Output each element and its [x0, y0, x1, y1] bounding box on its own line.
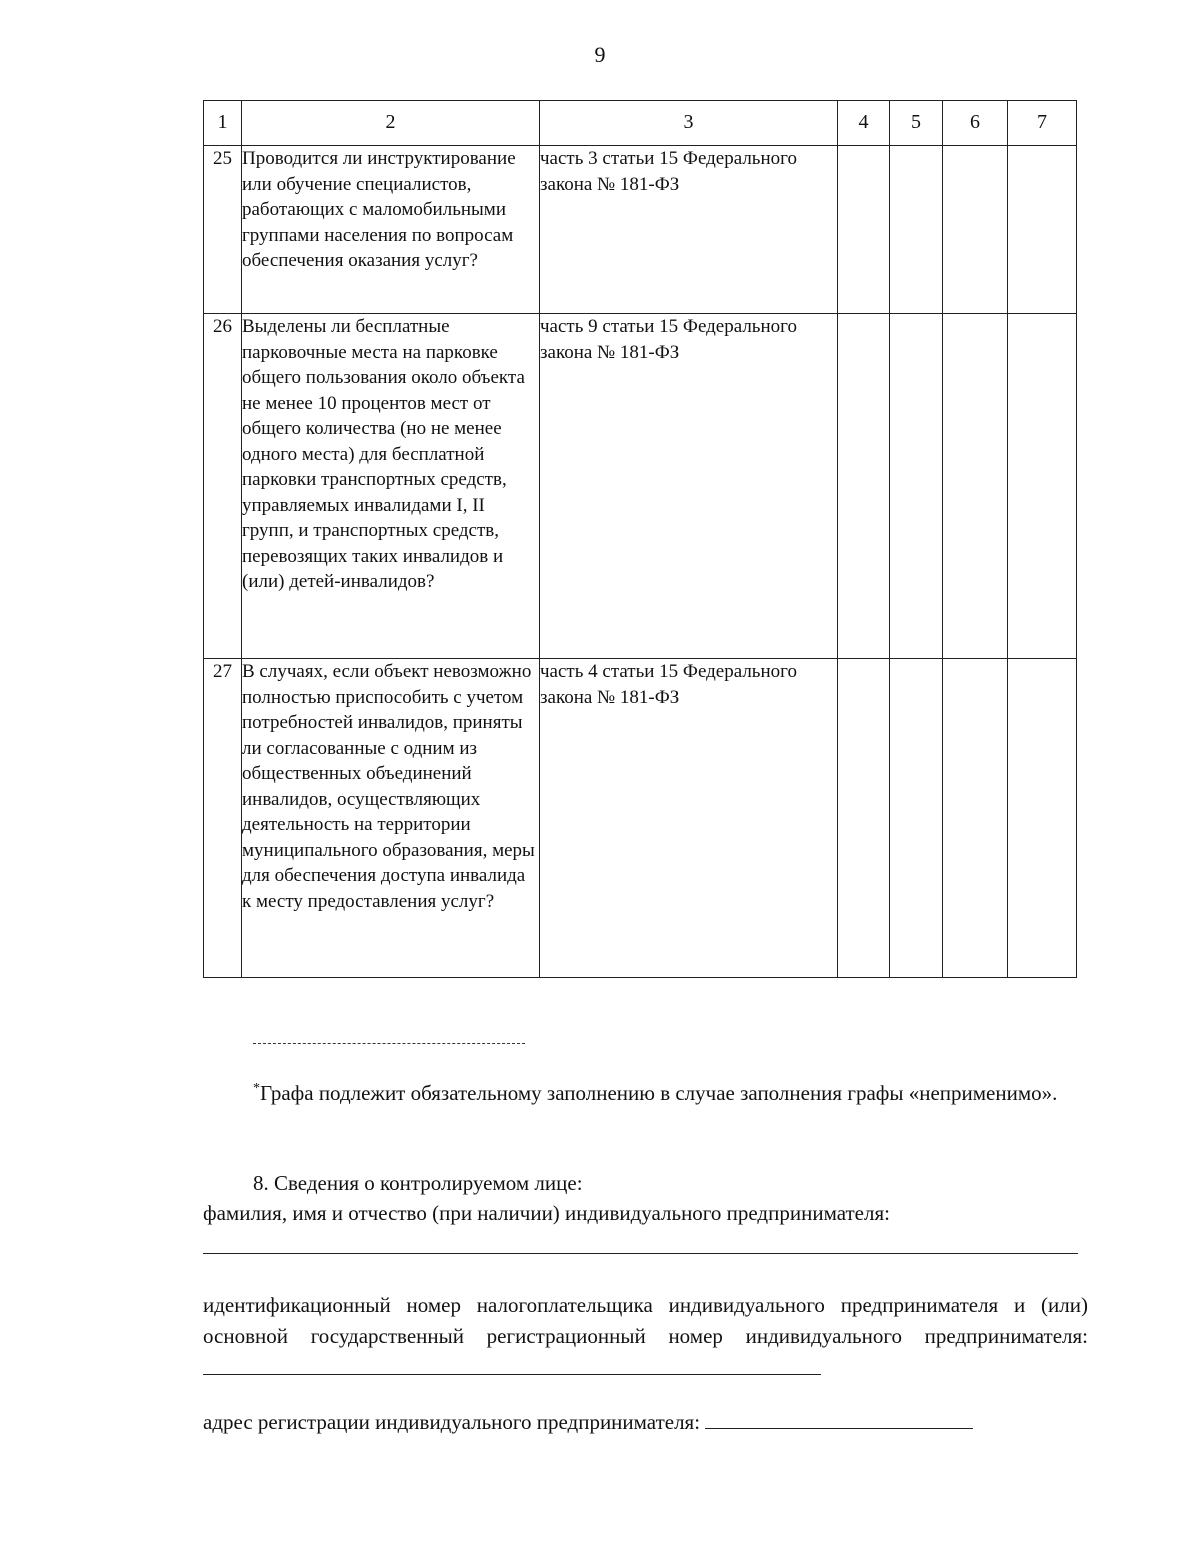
- row-reference: часть 4 статьи 15 Федерального закона № 181-ФЗ: [540, 659, 838, 978]
- inn-ogrn-input-line[interactable]: [203, 1352, 821, 1375]
- address-input-line[interactable]: [705, 1406, 973, 1429]
- row-reference: часть 9 статьи 15 Федерального закона № 181-ФЗ: [540, 314, 838, 659]
- answer-cell[interactable]: [838, 314, 890, 659]
- answer-cell[interactable]: [890, 314, 943, 659]
- row-number: 26: [204, 314, 242, 659]
- answer-cell[interactable]: [1008, 146, 1077, 314]
- row-reference: часть 3 статьи 15 Федерального закона № 181-ФЗ: [540, 146, 838, 314]
- column-header: 1: [204, 101, 242, 146]
- footnote-text: Графа подлежит обязательному заполнению в случае заполнения графы «неприменимо».: [260, 1081, 1058, 1105]
- footnote-divider: [253, 1043, 525, 1044]
- footnote-marker: *: [253, 1081, 260, 1096]
- inn-ogrn-block: [203, 1290, 1088, 1384]
- checklist-table: [203, 100, 1077, 978]
- table-row: [204, 659, 1077, 978]
- row-number: 27: [204, 659, 242, 978]
- answer-cell[interactable]: [1008, 659, 1077, 978]
- table-row: [204, 146, 1077, 314]
- answer-cell[interactable]: [943, 659, 1008, 978]
- column-header: 2: [242, 101, 540, 146]
- answer-cell[interactable]: [943, 314, 1008, 659]
- fio-label: фамилия, имя и отчество (при наличии) индивидуального предпринимателя:: [203, 1201, 890, 1225]
- column-header: 7: [1008, 101, 1077, 146]
- answer-cell[interactable]: [838, 146, 890, 314]
- answer-cell[interactable]: [890, 146, 943, 314]
- address-block: [203, 1406, 1088, 1438]
- column-header: 4: [838, 101, 890, 146]
- inn-ogrn-label: идентификационный номер налогоплательщика индивидуального предпринимателя и (или) основной государственный регистрационный номер индивидуального предпринимателя:: [203, 1293, 1088, 1348]
- row-number: 25: [204, 146, 242, 314]
- answer-cell[interactable]: [838, 659, 890, 978]
- column-header: 6: [943, 101, 1008, 146]
- row-question: В случаях, если объект невозможно полностью приспособить с учетом потребностей инвалидов, приняты ли согласованные с одним из общественных объединений инвалидов, осуществляющих деятельность на территории муниципального образования, меры для обеспечения доступа инвалида к месту предоставления услуг?: [242, 659, 540, 978]
- row-question: Проводится ли инструктирование или обучение специалистов, работающих с маломобильными группами населения по вопросам обеспечения оказания услуг?: [242, 146, 540, 314]
- footnote: [203, 1078, 1088, 1109]
- table-row: [204, 314, 1077, 659]
- answer-cell[interactable]: [943, 146, 1008, 314]
- answer-cell[interactable]: [1008, 314, 1077, 659]
- column-header: 3: [540, 101, 838, 146]
- address-label: адрес регистрации индивидуального предпринимателя:: [203, 1410, 701, 1434]
- answer-cell[interactable]: [890, 659, 943, 978]
- column-header: 5: [890, 101, 943, 146]
- row-question: Выделены ли бесплатные парковочные места на парковке общего пользования около объекта не менее 10 процентов мест от общего количества (но не менее одного места) для бесплатной парковки транспортных средств, управляемых инвалидами I, II групп, и транспортных средств, перевозящих таких инвалидов и (или) детей-инвалидов?: [242, 314, 540, 659]
- page-number: 9: [594, 42, 606, 67]
- table-header-row: [204, 101, 1077, 146]
- section-heading: 8. Сведения о контролируемом лице:: [253, 1171, 583, 1195]
- fio-input-line[interactable]: [203, 1253, 1078, 1254]
